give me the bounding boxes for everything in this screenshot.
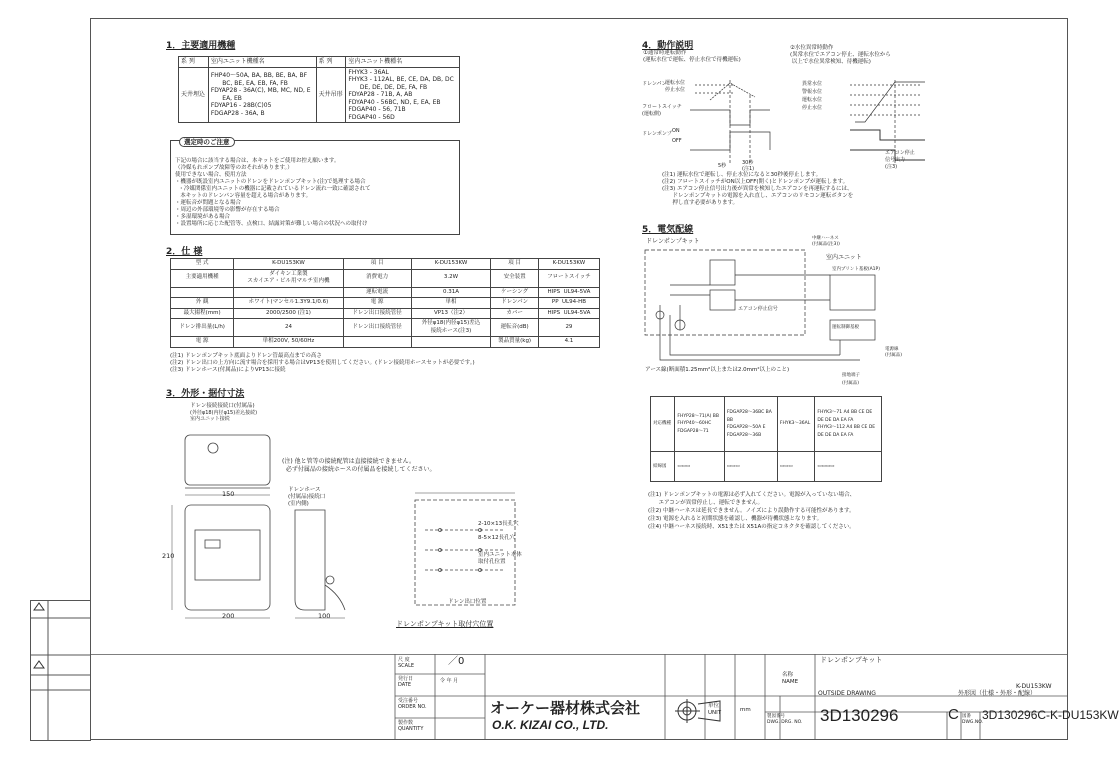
- dwg-label: 製図番号 DWG. DRG. NO.: [767, 714, 803, 725]
- section3-title: 3．外形・据付寸法: [166, 389, 245, 399]
- lbl-5sec: 5秒: [718, 163, 727, 169]
- lbl-drainpan: ドレンパン: [642, 81, 667, 87]
- table-cell: ホワイト(マンセル1.3Y9.1/0.6): [234, 298, 343, 309]
- drain-outlet-label2: (外径φ18(内径φ15)差込接続) 室内ユニット接続: [190, 410, 258, 422]
- series-cell: 天井吊形: [316, 67, 346, 123]
- dim-150: 150: [222, 490, 235, 498]
- lbl-stop: エアコン停止 信号出力 (注3): [885, 150, 915, 170]
- table-cell: 運転電流: [343, 287, 411, 298]
- lbl-float: フロートスイッチ (運転側): [642, 104, 682, 117]
- lbl-off: OFF: [672, 138, 682, 144]
- section2-title: 2．仕 様: [166, 247, 203, 257]
- table-cell: 電 源: [171, 337, 234, 348]
- quantity-label: 製作数 QUANTITY: [398, 720, 424, 732]
- table-cell: 型 式: [171, 259, 234, 270]
- company-name-jp: オーケー器材株式会社: [490, 699, 641, 717]
- controller-label: 運転制御基板: [832, 325, 859, 330]
- wiring-notes: (注1) ドレンポンプキットの電源は必ず入れてください。電源が入っていない場合、 エアコンが異常停止し、運転できません。 (注2) 中継ハーネスは延長できません。ノイズにより誤動作する可能性があります。 (注3) 電源を入れると初期状態を確認し、機器が待機状態となります。 (注4) 中継ハーネス接続時、X51または X51Aの指定コネクタを確認してください。: [648, 492, 856, 530]
- models-cell: FHYK3 - 36AL FHYK3 - 112AL, BE, CE, DA, DB, DC DE, DE, DE, DE, FA, FB FDYAP28 - 71B, A, AB FDYAP40 - 56BC, ND, E, EA, EB FDGAP40 - 56, 71B FDGAP40 - 56D: [346, 67, 460, 123]
- table-cell: [171, 287, 234, 298]
- table-row: [171, 269, 600, 287]
- dim-210: 210: [162, 552, 175, 560]
- header: 室内ユニット機種名: [208, 57, 316, 68]
- row-header: 対応機種: [651, 397, 675, 452]
- table-cell: ダイキン工業製 スカイエア・ビル用マルチ室内機: [234, 269, 343, 287]
- table-cell: 単相: [411, 298, 491, 309]
- table-cell: 運転音(dB): [491, 319, 539, 337]
- table-cell: 製品質量(kg): [491, 337, 539, 348]
- table-cell: VP13（注2）: [411, 308, 491, 319]
- header: 系 列: [316, 57, 346, 68]
- unit-value: mm: [740, 707, 751, 713]
- pcb-label: 室内プリント基板(A1P): [832, 267, 880, 272]
- table-row: [171, 308, 600, 319]
- table-cell: カバー: [491, 308, 539, 319]
- notice-box: [170, 140, 460, 235]
- table-cell: 0.31A: [411, 287, 491, 298]
- table-cell: 安全装置: [491, 269, 539, 287]
- table-row: [171, 259, 600, 270]
- name-label: 名称 NAME: [782, 672, 799, 685]
- section1-title: 1．主要適用機種: [166, 41, 236, 51]
- notice-title: 選定時のご注意: [179, 137, 235, 147]
- case2-label: ②水位異常時動作 (異常水位でエアコン停止、運転水位から 以上で水位異常検知、待機運転): [790, 45, 891, 65]
- drawing-description: 外形図（仕様・外形・配線）: [958, 690, 1037, 697]
- table-row: [171, 319, 600, 337]
- table-cell: ドレン出口接続管径: [343, 319, 411, 337]
- table-cell: ドレンパン: [491, 298, 539, 309]
- lbl-water-levels2: 異常水位 警報水位 運転水位 停止水位: [802, 81, 823, 111]
- dim-100: 100: [318, 612, 331, 620]
- dwg-no2-label: 図番 DWG.NO.: [962, 714, 983, 725]
- scale-value: ／0: [448, 656, 465, 667]
- kit-label: ドレンポンプキット: [646, 238, 700, 245]
- series-cell: 天井埋込: [179, 67, 209, 123]
- relay-label: 接地端子 (付属品): [842, 373, 860, 386]
- table-cell: 項 目: [343, 259, 411, 270]
- table-cell: 電 源: [343, 298, 411, 309]
- earth-label: アース線(断面積1.25mm²以上または2.0mm²以上のこと): [645, 367, 790, 373]
- case1-label: ①通常時運転動作 (運転水位で運転、停止水位で待機運転): [643, 50, 741, 63]
- lbl-water-levels: 運転水位 停止水位: [665, 80, 686, 93]
- table-cell: 3.2W: [411, 269, 491, 287]
- unit-label: 単位 UNIT: [708, 703, 722, 716]
- table-cell: PP UL94-HB: [538, 298, 599, 309]
- dim-200: 200: [222, 612, 235, 620]
- models-cell: FHP40～50A, BA, BB, BE, BA, BF BC, BE, EA, EB, FA, FB FDYAP28 - 36A(C), MB, MC, ND, E EA, EB FDYAP16 - 28B(C)05 FDGAP28 - 36A, B: [208, 67, 316, 123]
- applicable-models-table: [178, 56, 460, 123]
- product-name: ドレンポンプキット: [820, 656, 883, 664]
- table-cell: HIPS UL94-5VA: [538, 287, 599, 298]
- hole-caption: ドレンポンプキット取付穴位置: [396, 620, 494, 628]
- table-cell: 最大揚程(mm): [171, 308, 234, 319]
- table-cell: 2000/2500 (注1): [234, 308, 343, 319]
- model-number: K-DU153KW: [1016, 683, 1052, 690]
- drawing-number-full: 3D130296C-K-DU153KW: [982, 708, 1119, 722]
- revision: C: [948, 706, 959, 723]
- table-cell: 単相200V, 50/60Hz: [234, 337, 343, 348]
- table-cell: K-DU153KW: [234, 259, 343, 270]
- hose-label: ドレンホース (付属品)接続口 (室内側): [288, 487, 326, 507]
- lbl-drainpump: ドレンポンプ: [642, 131, 672, 137]
- table-cell: 29: [538, 319, 599, 337]
- table-cell: ケーシング: [491, 287, 539, 298]
- table-cell: HIPS UL94-5VA: [538, 308, 599, 319]
- table-cell: K-DU153KW: [538, 259, 599, 270]
- notice-text: 下記の場合に該当する場合は、本キットをご使用お控え願います。 （冷媒もれポンプ故障等のおそれがあります。） 使用できない場合、使用方法 ・機器が既設室内ユニットのドレンをドレンポンプキット(注)で処理する場合 ・冷媒関係室内ユニットの機器に記載されているドレン流れ一致に確認されて 本キットのドレンパン容量を超える場合があります。 ・運転音が問題となる場合 ・周辺の外部環境等の影響が存在する場合 ・多湿環境がある場合 ・設置場所に応じた配管等、点検口、結露対策が難しい場合の状況への取付け: [175, 158, 371, 227]
- outline-drawing: [155, 400, 525, 630]
- wiring-table: 対応機種 FHYP28～71(A) BB FHYP40～60HC FDGAP28～71 FDGAP28～36BC BA BB FDGAP28～50A E FDGAP28～36B FHYK3～36AL FHYK3～71 A4 BB CE DE DE DE DA EA FA FHYK3～112 A4 BB CE DE DE DE DA EA FA 結線図 ▭▭▭ ▭▭▭ ▭▭▭ ▭▭▭▭: [650, 396, 882, 482]
- table-cell: [234, 287, 343, 298]
- header: 系 列: [179, 57, 209, 68]
- table-row: [171, 298, 600, 309]
- harness-label: 中継ハーネス (付属品(注3)): [812, 236, 840, 247]
- table-cell: 外 観: [171, 298, 234, 309]
- table-cell: 項 目: [491, 259, 539, 270]
- spec-notes: (注1) ドレンポンプキット底面よりドレン管最高点までの高さ (注2) ドレン出口の上方向に流す場合を採用する場合はVP13を使用してください。(ドレン接続用ホースセットが必要です。) (注3) ドレンホース(付属品)によりVP13に接続: [170, 353, 475, 373]
- power-label: 電源線 (付属品): [885, 347, 903, 358]
- table-cell: 消費電力: [343, 269, 411, 287]
- date-label: 発行日 DATE: [398, 676, 414, 688]
- table-cell: ドレン出口接続管径: [343, 308, 411, 319]
- date-value: 令 年 月: [440, 678, 459, 684]
- pipe-note: (注) 他と管等の接続配管は直接接続できません。 必ず付属品の接続ホースの付属品を接続してください。: [282, 458, 436, 473]
- table-row: [171, 287, 600, 298]
- header: 室内ユニット機種名: [346, 57, 460, 68]
- indoor-unit-label: 室内ユニット: [826, 254, 862, 261]
- scale-label: 尺 度 SCALE: [398, 657, 415, 669]
- operation-notes: (注1) 運転水位で運転し、停止水位になると30秒後停止します。 (注2) フロートスイッチがON以上OFF(開く)とドレンポンプが運転します。 (注3) エアコン停止信号出力後が異常を検知したエアコンを再運転するには、 ドレンポンプキットの電源を入れ直し、エアコンのリモコン運転ボタンを 押し直す必要があります。: [662, 172, 854, 206]
- table-cell: ドレン排出量(L/h): [171, 319, 234, 337]
- drain-outlet-label: ドレン接続接続口(付属品): [190, 403, 255, 409]
- hole-label3: 室内ユニット本体 取付孔位置: [478, 552, 522, 565]
- row-header: 結線図: [651, 452, 675, 482]
- lbl-on: ON: [672, 128, 680, 134]
- table-cell: フロートスイッチ: [538, 269, 599, 287]
- lbl-30sec: 30秒 (注1): [742, 160, 755, 172]
- table-cell: 24: [234, 319, 343, 337]
- section5-title: 5．電気配線: [642, 225, 694, 235]
- spec-table: [170, 258, 600, 348]
- hole-label2: 8-5×12長孔穴: [478, 535, 516, 541]
- drawing-type: OUTSIDE DRAWING: [818, 690, 876, 697]
- table-cell: 外径φ18(内径φ15)差込 接続ホース(注3): [411, 319, 491, 337]
- company-name-en: O.K. KIZAI CO., LTD.: [492, 718, 609, 732]
- drawing-number: 3D130296: [820, 706, 899, 725]
- hole-label4: ドレン出口位置: [448, 599, 487, 605]
- order-label: 受注番号 ORDER NO.: [398, 698, 427, 710]
- hole-label1: 2-10×13長孔穴: [478, 521, 519, 527]
- table-cell: 4.1: [538, 337, 599, 348]
- table-cell: 主要適用機種: [171, 269, 234, 287]
- section4-title: 4．動作説明: [642, 41, 694, 51]
- revision-column: [30, 600, 92, 742]
- table-cell: K-DU153KW: [411, 259, 491, 270]
- signal-label: エアコン停止信号: [738, 306, 778, 312]
